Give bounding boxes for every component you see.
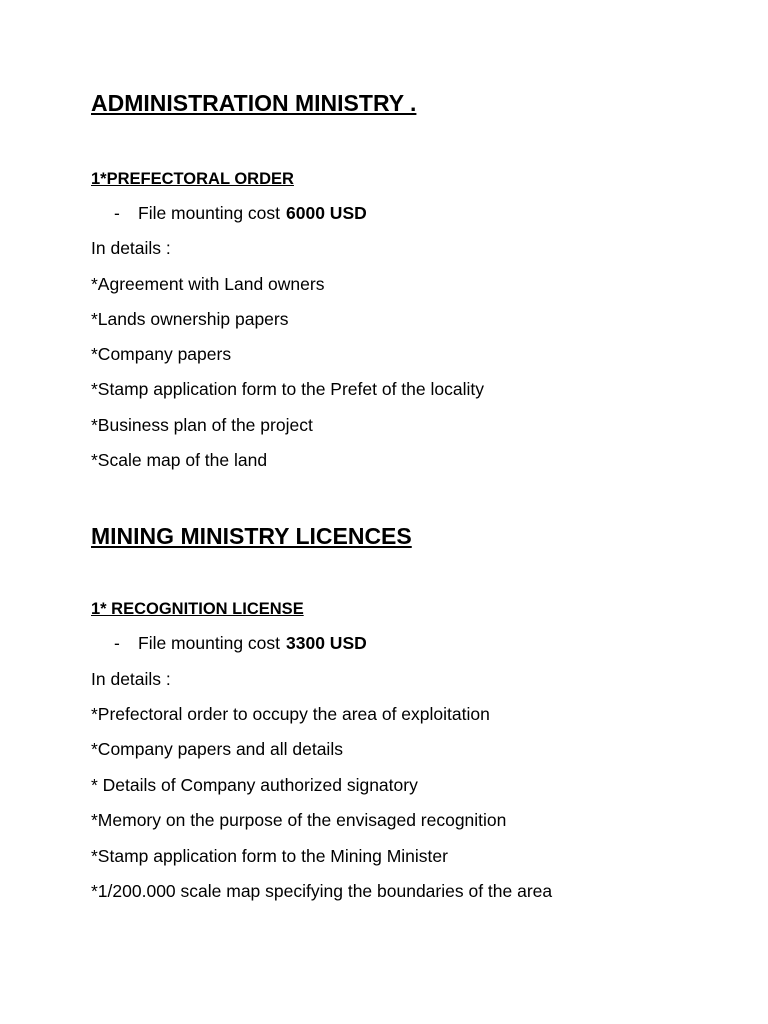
cost-line [114,635,367,653]
list-item: *1/200.000 scale map specifying the boundaries of the area [91,881,553,901]
section-title-mining: MINING MINISTRY LICENCES [91,523,412,549]
bullet-dash: - [114,633,120,653]
section-title-administration: ADMINISTRATION MINISTRY . [91,90,417,116]
list-item: *Prefectoral order to occupy the area of exploitation [91,704,490,724]
cost-value: 3300 USD [286,633,367,653]
subsection-title-prefectoral-order: 1*PREFECTORAL ORDER [91,170,294,188]
details-heading: In details : [91,669,171,689]
cost-line [114,205,367,223]
cost-label: File mounting cost [138,203,281,223]
cost-label: File mounting cost [138,633,281,653]
list-item: *Memory on the purpose of the envisaged recognition [91,810,507,830]
list-item: *Stamp application form to the Prefet of the locality [91,379,484,399]
list-item: *Company papers [91,344,232,364]
list-item: *Business plan of the project [91,415,313,435]
list-item: *Stamp application form to the Mining Minister [91,846,448,866]
list-item: *Company papers and all details [91,739,343,759]
bullet-dash: - [114,203,120,223]
list-item: *Lands ownership papers [91,309,289,329]
details-heading: In details : [91,238,171,258]
list-item: * Details of Company authorized signatory [91,775,418,795]
cost-value: 6000 USD [286,203,367,223]
list-item: *Agreement with Land owners [91,274,325,294]
list-item: *Scale map of the land [91,450,268,470]
subsection-title-recognition-license: 1* RECOGNITION LICENSE [91,600,304,618]
